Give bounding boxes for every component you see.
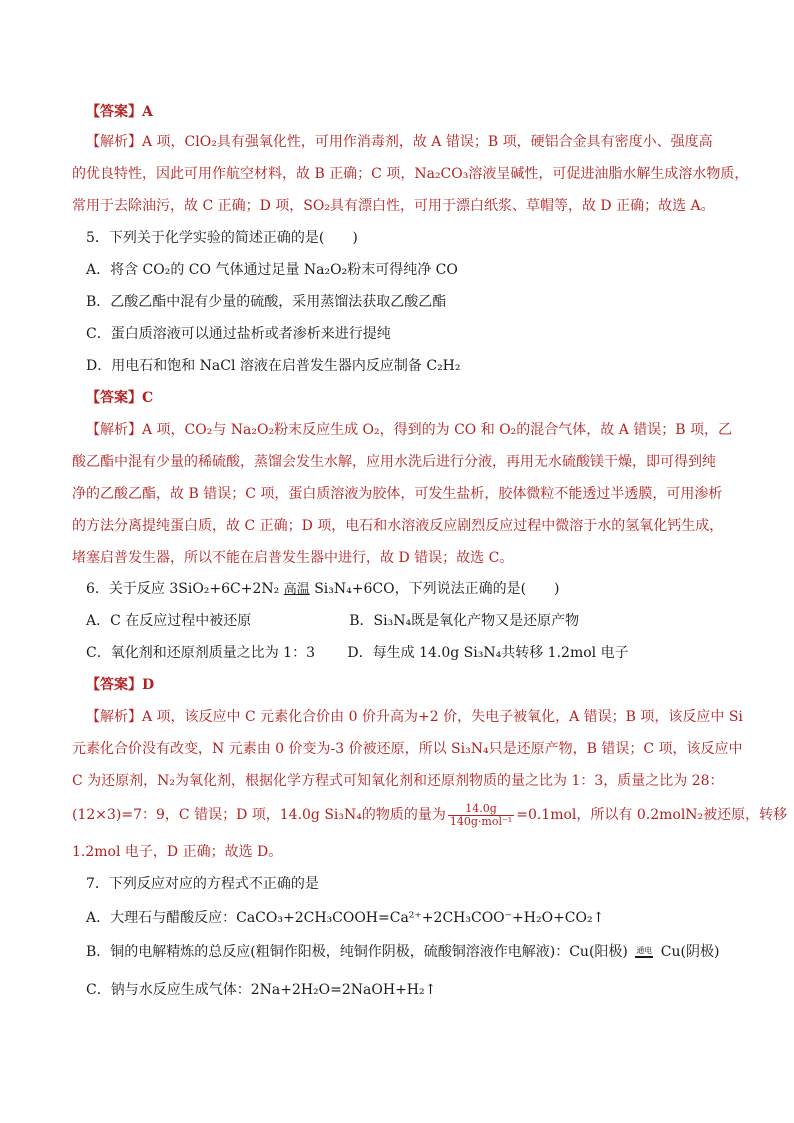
fraction-denominator: 140g·mol⁻¹ (449, 814, 513, 828)
explanation-6-line-2: 元素化合价没有改变，N 元素由 0 价变为-3 价被还原，所以 Si₃N₄只是还原产物，B 错误；C 项，该反应中 (72, 741, 743, 757)
fraction-numerator: 14.0g (448, 803, 514, 816)
electrolysis-label: 通电 (636, 945, 653, 955)
question-6-options-cd: C．氧化剂和还原剂质量之比为 1：3 D．每生成 14.0g Si₃N₄共转移 1.2mol 电子 (86, 645, 629, 661)
electrolysis-arrow (635, 947, 653, 958)
explanation-5-line-1: 【解析】A 项，CO₂与 Na₂O₂粉末反应生成 O₂，得到的为 CO 和 O₂的混合气体，故 A 错误；B 项，乙 (86, 422, 733, 438)
explanation-4-line-1: 【解析】A 项，ClO₂具有强氧化性，可用作消毒剂，故 A 错误；B 项，硬铝合金具有密度小、强度高 (86, 134, 713, 150)
reaction-condition (284, 584, 310, 596)
question-6-stem-pre: 6．关于反应 3SiO₂+6C+2N₂ (86, 581, 284, 597)
answer-4: 【答案】A (86, 104, 153, 120)
question-6-options-ab: A．C 在反应过程中被还原 B．Si₃N₄既是氧化产物又是还原产物 (86, 613, 580, 629)
explanation-6-line-1: 【解析】A 项，该反应中 C 元素化合价由 0 价升高为+2 价，失电子被氧化，A 错误；B 项，该反应中 Si (86, 709, 743, 725)
explanation-5-line-3: 净的乙酸乙酯，故 B 错误；C 项，蛋白质溶液为胶体，可发生盐析，胶体微粒不能透过半透膜，可用渗析 (72, 486, 723, 502)
explanation-6-line-4-post: =0.1mol，所以有 0.2molN₂被还原，转移 (516, 807, 788, 823)
question-7-stem: 7．下列反应对应的方程式不正确的是 (86, 876, 319, 892)
question-7-option-b-post: Cu(阴极) (656, 944, 720, 960)
question-7-option-c: C．钠与水反应生成气体：2Na+2H₂O=2NaOH+H₂↑ (86, 982, 437, 998)
explanation-6-line-4 (72, 800, 788, 830)
explanation-5-line-5: 堵塞启普发生器，所以不能在启普发生器中进行，故 D 错误；故选 C。 (72, 550, 514, 566)
explanation-6-line-5: 1.2mol 电子，D 正确；故选 D。 (72, 844, 283, 860)
question-5-option-a: A．将含 CO₂的 CO 气体通过足量 Na₂O₂粉末可得纯净 CO (86, 262, 458, 278)
question-6-stem-post: Si₃N₄+6CO，下列说法正确的是( ) (309, 581, 560, 597)
explanation-4-line-3: 常用于去除油污，故 C 正确；D 项，SO₂具有漂白性，可用于漂白纸浆、草帽等，故 D 正确；故选 A。 (72, 198, 715, 214)
explanation-5-line-2: 酸乙酯中混有少量的稀硫酸，蒸馏会发生水解，应用水洗后进行分液，再用无水硫酸镁干燥，即可得到纯 (72, 454, 716, 470)
question-7-option-b (86, 942, 746, 962)
question-5-option-d: D．用电石和饱和 NaCl 溶液在启普发生器内反应制备 C₂H₂ (86, 358, 461, 374)
explanation-4-line-2: 的优良特性，因此可用作航空材料，故 B 正确；C 项，Na₂CO₃溶液呈碱性，可促进油脂水解生成溶水物质， (72, 166, 749, 182)
question-5-stem: 5．下列关于化学实验的简述正确的是( ) (86, 230, 358, 246)
question-7-option-b-pre: B．铜的电解精炼的总反应(粗铜作阳极，纯铜作阴极，硫酸铜溶液作电解液)：Cu(阳极) (86, 944, 633, 960)
explanation-6-line-4-pre: (12×3)=7：9，C 错误；D 项，14.0g Si₃N₄的物质的量为 (72, 807, 446, 823)
answer-5: 【答案】C (86, 390, 154, 406)
question-5-option-c: C．蛋白质溶液可以通过盐析或者渗析来进行提纯 (86, 326, 391, 342)
molar-fraction (448, 803, 514, 828)
explanation-5-line-4: 的方法分离提纯蛋白质，故 C 正确；D 项，电石和水溶液反应剧烈反应过程中微溶于水的氢氧化钙生成， (72, 518, 724, 534)
explanation-6-line-3: C 为还原剂，N₂为氧化剂，根据化学方程式可知氧化剂和还原剂物质的量之比为 1：3，质量之比为 28： (72, 773, 724, 789)
question-6-stem (86, 579, 746, 599)
reaction-condition-label: 高温 (283, 582, 310, 597)
answer-6: 【答案】D (86, 677, 155, 693)
arrow-bar (635, 956, 653, 958)
question-7-option-a: A．大理石与醋酸反应：CaCO₃+2CH₃COOH=Ca²⁺+2CH₃COO⁻+H₂O+CO₂↑ (86, 910, 605, 926)
question-5-option-b: B．乙酸乙酯中混有少量的硫酸，采用蒸馏法获取乙酸乙酯 (86, 294, 447, 310)
